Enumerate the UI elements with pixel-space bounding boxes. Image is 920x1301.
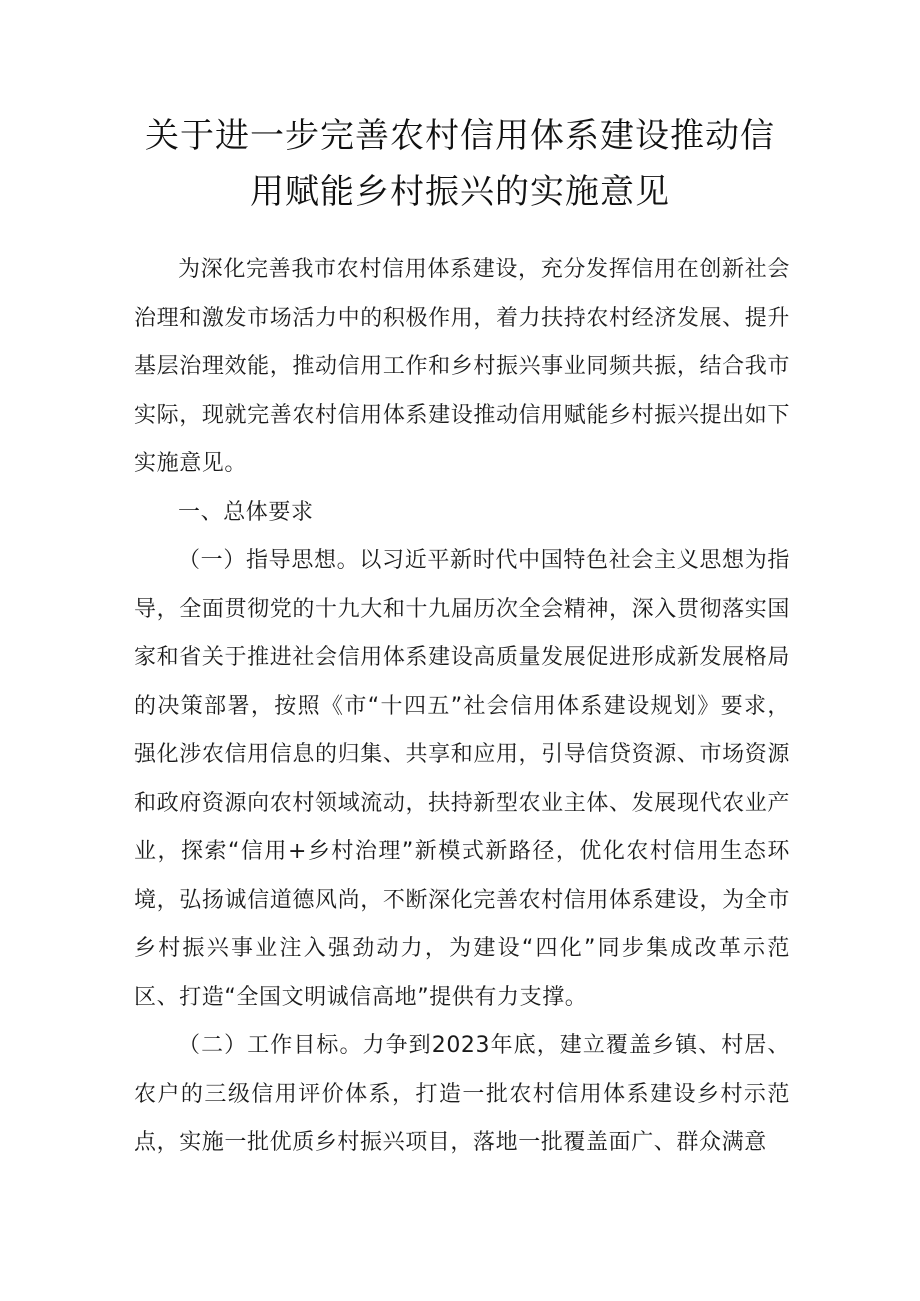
- work-goals-paragraph: （二）工作目标。力争到2023年底，建立覆盖乡镇、村居、农户的三级信用评价体系，打造一批农村信用体系建设乡村示范点，实施一批优质乡村振兴项目，落地一批覆盖面广、群众满意: [134, 1033, 790, 1155]
- guiding-ideology-paragraph: （一）指导思想。以习近平新时代中国特色社会主义思想为指导，全面贯彻党的十九大和十九届历次全会精神，深入贯彻落实国家和省关于推进社会信用体系建设高质量发展促进形成新发展格局的决策部署，按照《市“十四五”社会信用体系建设规划》要求，强化涉农信用信息的归集、共享和应用，引导信贷资源、市场资源和政府资源向农村领域流动，扶持新型农业主体、发展现代农业产业，探索“信用+乡村治理”新模式新路径，优化农村信用生态环境，弘扬诚信道德风尚，不断深化完善农村信用体系建设，为全市乡村振兴事业注入强劲动力，为建设“四化”同步集成改革示范区、打造“全国文明诚信高地”提供有力支撑。: [134, 548, 790, 1010]
- section-heading-general-requirements: 一、总体要求: [178, 499, 314, 525]
- document-body: [134, 246, 790, 1168]
- document-title: [120, 108, 800, 220]
- title-line-2: 用赋能乡村振兴的实施意见: [250, 172, 670, 212]
- title-line-1: 关于进一步完善农村信用体系建设推动信: [145, 116, 775, 156]
- intro-paragraph: 为深化完善我市农村信用体系建设，充分发挥信用在创新社会治理和激发市场活力中的积极作用，着力扶持农村经济发展、提升基层治理效能，推动信用工作和乡村振兴事业同频共振，结合我市实际，现就完善农村信用体系建设推动信用赋能乡村振兴提出如下实施意见。: [134, 257, 790, 476]
